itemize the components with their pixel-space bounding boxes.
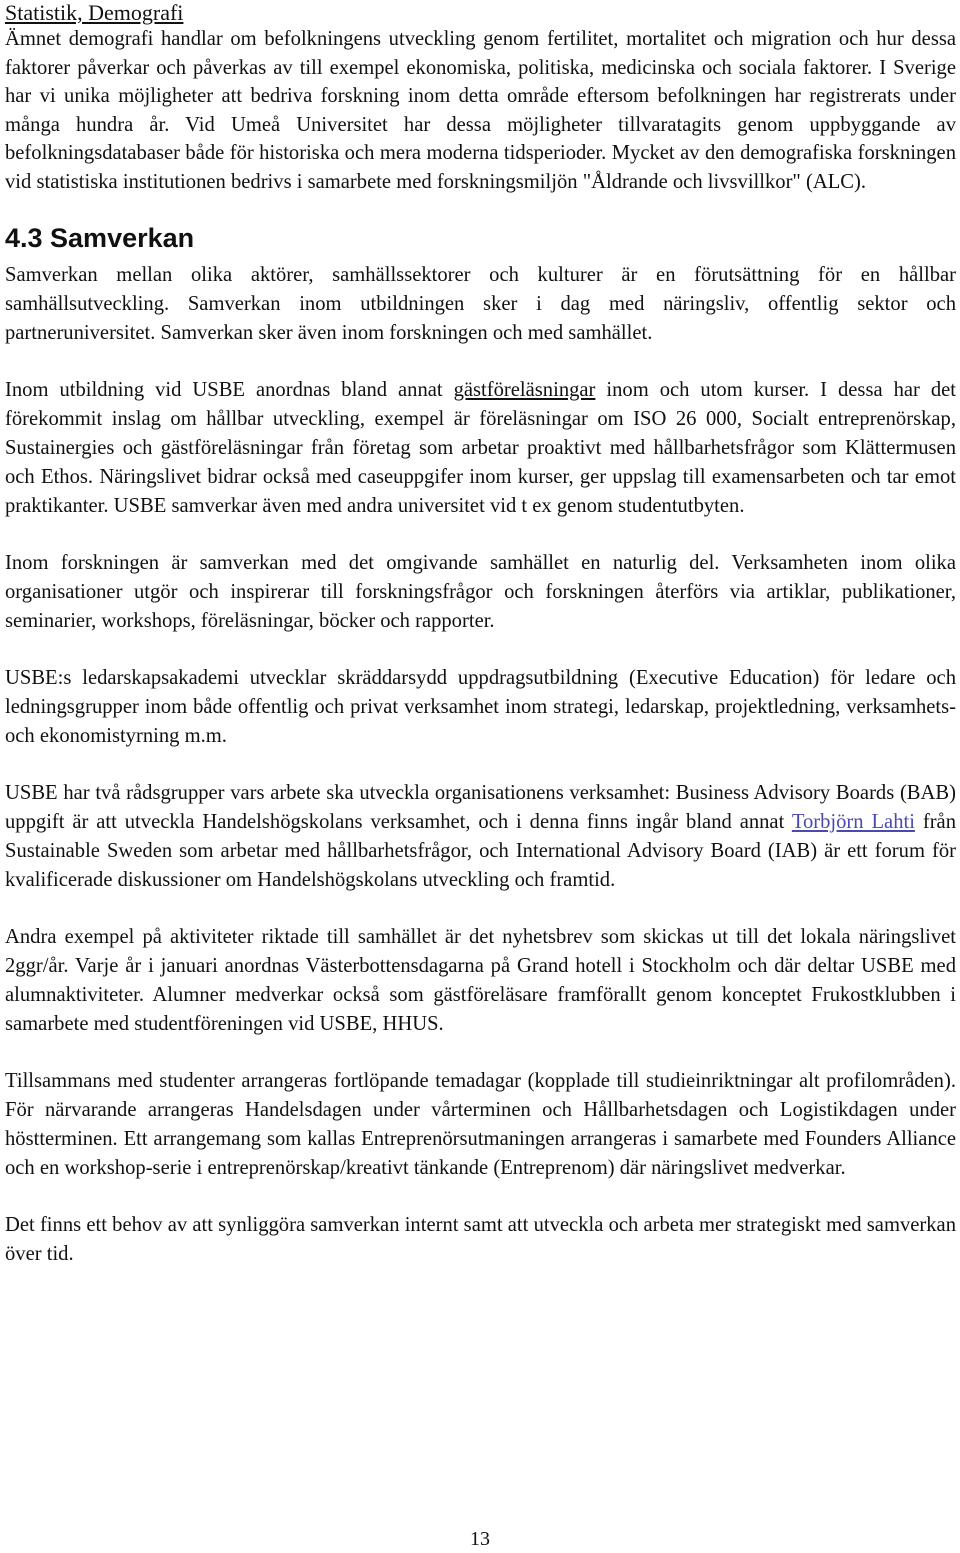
paragraph-utbildning-text-1: Inom utbildning vid USBE anordnas bland annat	[5, 378, 454, 401]
page-number: 13	[470, 1528, 490, 1550]
intro-paragraph: Ämnet demografi handlar om befolkningens utveckling genom fertilitet, mortalitet och migration och hur dessa faktorer påverkar och påverkas av till exempel ekonomiska, politiska, medicinska och sociala faktorer. I Sverige har vi unika möjligheter att bedriva forskning inom detta område eftersom befolkningen har registrerats under många hundra år. Vid Umeå Universitet har dessa möjligheter tillvaratagits genom uppbyggande av befolkningsdatabaser både för historiska och mera moderna tidsperioder. Mycket av den demografiska forskningen vid statistiska institutionen bedrivs i samarbete med forskningsmiljön "Åldrande och livsvillkor" (ALC).	[5, 28, 956, 193]
paragraph-radsgrupper-text-1: USBE har två rådsgrupper vars arbete ska utveckla organisationens verksamhet: Business Advisory Boards (BAB) uppgift är att utveckla Handelshögskolans verksamhet, och i denna finns ingår bland annat	[5, 781, 956, 833]
document-page	[5, 0, 956, 1269]
paragraph-behov: Det finns ett behov av att synliggöra samverkan internt samt att utveckla och arbeta mer strategiskt med samverkan över tid.	[5, 1213, 956, 1265]
paragraph-radsgrupper	[5, 779, 956, 895]
paragraph-samverkan-intro: Samverkan mellan olika aktörer, samhällssektorer och kulturer är en förutsättning för en hållbar samhällsutveckling. Samverkan inom utbildningen sker i dag med näringsliv, offentlig sektor och partneruniversitet. Samverkan sker även inom forskningen och med samhället.	[5, 263, 956, 344]
section-heading-samverkan: 4.3 Samverkan	[5, 222, 195, 253]
paragraph-utbildning-text-2: inom och utom kurser. I dessa har det förekommit inslag om hållbar utveckling, exempel är föreläsningar om ISO 26 000, Socialt entreprenörskap, Sustainergies och gästföreläsningar från företag som arbetar proaktivt med hållbarhetsfrågor som Klättermusen och Ethos. Näringslivet bidrar också med caseuppgifer inom kurser, ger uppslag till examensarbeten och tar emot praktikanter. USBE samverkar även med andra universitet vid t ex genom studentutbyten.	[5, 378, 956, 517]
paragraph-aktiviteter: Andra exempel på aktiviteter riktade till samhället är det nyhetsbrev som skickas ut till det lokala näringslivet 2ggr/år. Varje år i januari anordnas Västerbottensdagarna på Grand hotell i Stockholm och där deltar USBE med alumnaktiviteter. Alumner medverkar också som gästföreläsare framförallt genom konceptet Frukostklubben i samarbete med studentföreningen vid USBE, HHUS.	[5, 925, 956, 1035]
paragraph-temadagar: Tillsammans med studenter arrangeras fortlöpande temadagar (kopplade till studieinriktningar alt profilområden). För närvarande arrangeras Handelsdagen under vårterminen och Hållbarhetsdagen och Logistikdagen under höstterminen. Ett arrangemang som kallas Entreprenörsutmaningen arrangeras i samarbete med Founders Alliance och en workshop-serie i entreprenörskap/kreativt tänkande (Entreprenom) där näringslivet medverkar.	[5, 1069, 956, 1179]
paragraph-utbildning	[5, 376, 956, 521]
link-torbjorn-lahti[interactable]: Torbjörn Lahti	[791, 810, 915, 833]
section-link-statistik-demografi[interactable]: Statistik, Demografi	[5, 0, 184, 25]
paragraph-forskning: Inom forskningen är samverkan med det omgivande samhället en naturlig del. Verksamheten inom olika organisationer utgör och inspirerar till forskningsfrågor och forskningen återförs via artiklar, publikationer, seminarier, workshops, föreläsningar, böcker och rapporter.	[5, 551, 956, 632]
paragraph-ledarskapsakademi: USBE:s ledarskapsakademi utvecklar skräddarsydd uppdragsutbildning (Executive Education) för ledare och ledningsgrupper inom både offentlig och privat verksamhet inom strategi, ledarskap, projektledning, verksamhets- och ekonomistyrning m.m.	[5, 666, 956, 747]
link-gastforelasningar[interactable]: gästföreläsningar	[453, 378, 596, 401]
paragraph-radsgrupper-text-2: från Sustainable Sweden som arbetar med hållbarhetsfrågor, och International Advisory Board (IAB) är ett forum för kvalificerade diskussioner om Handelshögskolans utveckling och framtid.	[5, 810, 956, 891]
